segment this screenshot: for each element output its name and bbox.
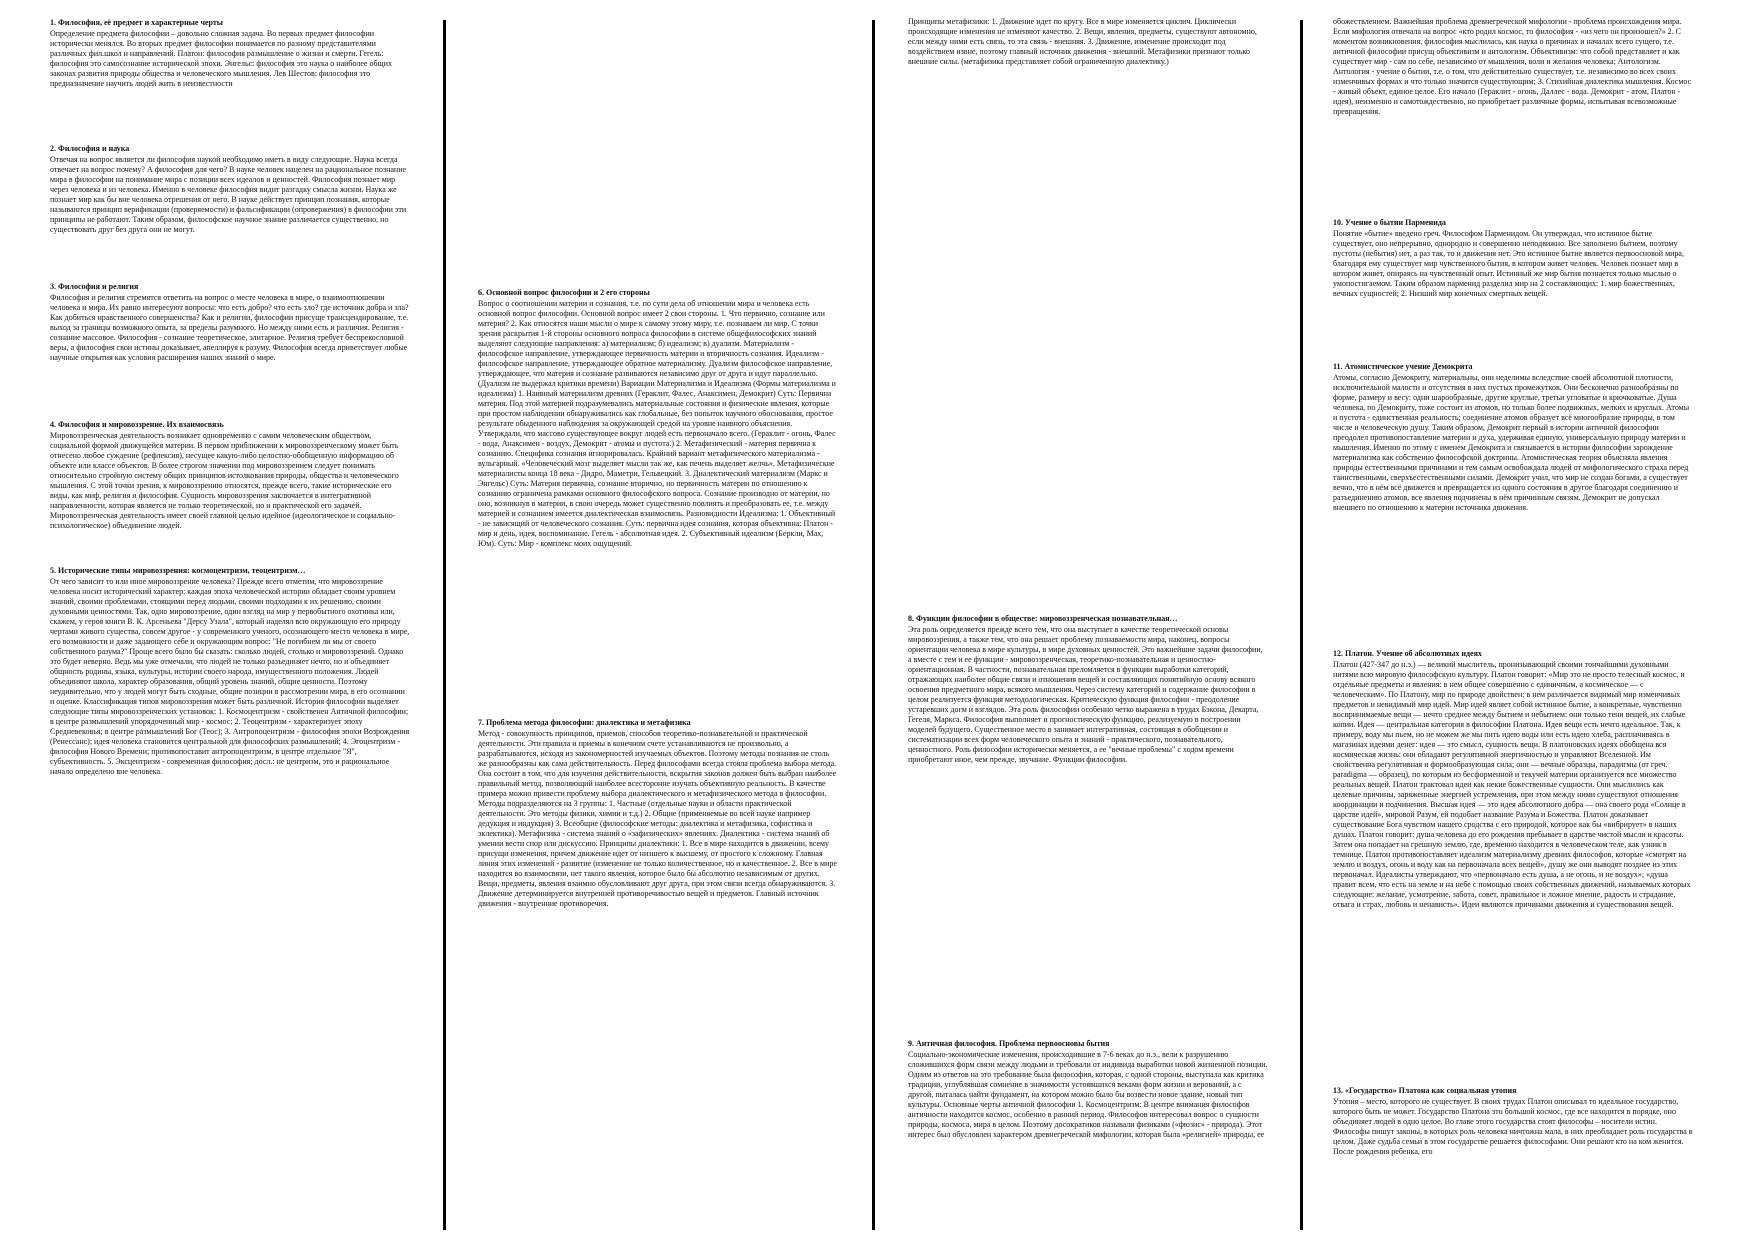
- section-heading: 4. Философия и мировоззрение. Их взаимосвязь: [50, 420, 224, 429]
- section-heading: 3. Философия и религия: [50, 282, 139, 291]
- section-body: Вопрос о соотношении материи и сознания, т.е. по сути дела об отношении мира и человека есть основной вопрос философии. Основной вопрос имеет 2 свои стороны. 1. Что первично, сознание или материя? 2. Как относятся наши мысли о мире к самому этому миру, т.е. познаваем ли мир. С точки зрения раскрытия 1-й стороны основного вопроса философии в системе общефилософских знаний выделяют следующие направления: а) материализм; б) идеализм; в) дуализм. Материализм - философское направление, утверждающее первичность материи и вторичность сознания. Идеализм - философское направление, утверждающее обратное материализму. Дуализм философское направление, утверждающее, что материя и сознание развиваются независимо друг от друга и идут параллельно. (Дуализм не выдержал критики времени) Вариации Материализма и Идеализма (Формы материализма и идеализма) 1. Наивный материализм древних (Гераклит, Фалес, Анаксимен, Демокрит) Суть: Первична материя. Под этой материей подразумевались материальные состояния и физические явления, которые при простом наблюдении обнаруживались как глобальные, без попыток научного обоснования, простое результате обыденного наблюдения за окружающей средой на уровне наивного объяснения. Утверждали, что массово существующее вокруг людей есть первоначало всего. (Гераклит - огонь, Фалес - вода, Анаксимен - воздух, Демокрит - атомы и пустота.) 2. Метафизический - материя первична к сознанию. Специфика сознания игнорировалась. Крайний вариант метафизического материализма - вульгарный. «Человеческий мозг выделяет мысли так же, как печень выделяет желчь». Метафизические материалисты конца 18 века - Дидро, Маметри, Гельвецкий. 3. Диалектический материализм (Маркс и Энгельс) Суть: Материя первична, сознание вторично, но первичность материи по отношению к сознанию ограничена рамками основного философского вопроса. Сознание производно от материи, но оно, возникнув в материи, в свою очередь может существенно повлиять и преобразовать ее, т.е. между материей и сознанием имеется диалектическая взаимосвязь. Разновидности Идеализма: 1. Объективный - не зависящий от человеческого сознания. Суть: первична идея сознания, которая объективна: Платон - мир и день, идея, воспоминание. Гегель - абсолютная идея. 2. Субъективный идеализм (Беркли, Мах, Юм). Суть: Мир - комплекс моих ощущений.: [478, 299, 836, 548]
- section-antique-philosophy: [908, 1039, 1268, 1140]
- section-body: Платон (427-347 до н.э.) — великий мыслитель, пронизывающий своими тончайшими духовными нитями всю мировую философскую культуру. Платон говорит: «Мир это не просто телесный космос, и отдельные предметы и явления: в нем общее совершенно с единичным, а космическое — с человеческим». По Платону, мир по природе двойствен: в нем различается видимый мир изменчивых предметов и невидимый мир идей. Мир идей являет собой истинное бытие, а конкретные, чувственно воспринимаемые вещи — нечто среднее между бытием и небытием: они только тени вещей, их слабые копии. Идея — центральная категория в философии Платона. Идея вещи есть нечто идеальное. Так, к примеру, воду мы пьем, но не можем же мы пить идею воды или есть идею хлеба, расплачиваясь в магазинах идеями денег: идея — это смысл, сущность вещи. В платоновских идеях обобщена вся космическая жизнь: они обладают регулятивной энергичностью и управляют Вселенной. Им свойственна регулятивная и формообразующая сила; они — вечные образцы, парадигмы (от греч. paradigma — образец), по которым из бесформенной и текучей материи организуется все множество реальных вещей. Платон трактовал идеи как некие божественные сущности. Они мыслились как целевые причины, заряженные энергией устремления, при этом между ними существуют отношения координации и подчинения. Высшая идея — это идея абсолютного добра — она своего рода «Солнце в царстве идей», мировой Разум, ей подобает название Разума и Божества. Платон доказывает существование Бога чувством нашего сродства с его природой, которое как бы «вибрирует» в наших душах. Платон говорит: душа человека до его рождения пребывает в царстве чистой мысли и красоты. Затем она попадает на грешную землю, где, временно находится в человеческом теле, как узник в темнице. Платон противопоставляет идеализм материализму древних философов, которые «смотрят на землю и воздух, огонь и воду как на первоначала всех вещей», душу же они выводят позднее из этих первоначал. Идеалисты утверждают, что «первоначало есть душа, а не огонь, и не воздух»; «душа правит всем, что есть на земле и на небе с помощью своих собственных движений, называемых которых следующие: желание, усмотрение, забота, совет, правильное и ложное мнение, радость и страдание, отвага и страх, любовь и ненависть». Идеи являются причинами движения и существования вещей.: [1333, 660, 1691, 909]
- section-heading: 13. «Государство» Платона как социальная утопия: [1333, 1086, 1517, 1095]
- section-worldview-types: [50, 566, 410, 777]
- section-heading: 12. Платон. Учение об абсолютных идеях: [1333, 649, 1482, 658]
- section-body: Определение предмета философии – довольно сложная задача. Во первых предмет философии исторически менялся. Во вторых предмет философии понимается по разному представителями различных фил.школ и направлений. Платон: философия размышление о жизни и смерти. Гегель: философия это самосознание исторической эпохи. Энгельс: философия это наука о наиболее общих законах развития природы общества и человеческого мышления. Лев Шестов: философия это предназначение научить людей жить в неизвестности: [50, 29, 392, 88]
- section-body: Социально-экономические изменения, происходившие в 7-6 веках до н.э., вели к разрушению сложившихся форм связи между людьми и требовали от индивида выработки новой жизненной позиции. Одним из ответов на это требование была философия, которая, с одной стороны, выступала как критика традиции, углублявшая сомнение в значимости устоявшихся веками форм жизни и верований, а с другой, пыталась найти фундамент, на котором можно было бы возвести новое здание, новый тип культуры. Основные черты античной философии 1. Космоцентризм: В центре внимания философов античности находится космос, особенно в ранний период. Философов интересовал вопрос о сущности природы, космоса, мира в целом. Поэтому досократиков называли физиками («фюзис» - природа). Этот интерес был обусловлен характером древнегреческой мифологии, которая была «религией» природы, ее: [908, 1050, 1268, 1139]
- section-heading: 10. Учение о бытии Парменида: [1333, 218, 1446, 227]
- section-body: Принципы метафизики: 1. Движение идет по кругу. Все в мире изменяется циклич. Циклически происходящие изменения не изменяют качество. 2. Вещи, явления, предметы, существуют автономно, если между ними есть связь, то эта связь - внешняя. 3. Движение, изменение происходит под воздействием извне, поэтому главный источник движения - внешний. Метафизики признают только внешние силы. (метафизика представляет собой ограниченную диалектику.): [908, 17, 1257, 66]
- section-philosophy-science: [50, 144, 410, 235]
- section-heading: 7. Проблема метода философии: диалектика и метафизика: [478, 718, 691, 727]
- section-body: Понятие «бытие» введено греч. Философом Парменидом. Он утверждал, что истинное бытие существует, оно непрерывно, однородно и совершенно неподвижно. Все заполнено бытием, поэтому пустоты (небытия) нет, а раз так, то и движения нет. Это истинное бытие является первоосновой мира, благодаря ему существует мир чувственного бытия, в котором живет человек. Человек познает мир в котором живет, опираясь на чувственный опыт. Истинный же мир бытия познается только мыслью о умопостигаемом. Таким образом парменид разделил мир на 2 составляющих: 1. мир божественных, вечных сущностей; 2. Низший мир конечных смертных вещей.: [1333, 229, 1684, 298]
- section-parmenides: [1333, 218, 1693, 299]
- section-body: От чего зависит то или иное мировоззрение человека? Прежде всего отметим, что мировоззрение человека носит исторический характер: каждая эпоха человеческой истории обладает своим уровнем знаний, своими проблемами, стоящими перед людьми, своими подходами к их решению, своими духовными ценностями. Так, одно мировоззрение, один взгляд на мир у первобытного охотника или, скажем, у героя книги В. К. Арсеньева "Дерсу Узала", который наделял всю окружающую его природу чертами живого существа, совсем другое - у современного ученого, осознающего место человека в мире, его возможности и даже задающего себе и окружающим вопрос: "Не погибнем ли мы от своего собственного разума?" Проще всего было бы сказать: сколько людей, столько и мировоззрений. Однако это будет неверно. Ведь мы уже отмечали, что людей не только разъединяет нечто, но и объединяет общность родины, языка, культуры, истории своего народа, имущественного положения. Людей объединяют школа, характер образования, общий уровень знаний, общие ценности. Поэтому неудивительно, что у людей могут быть сходные, общие позиции в рассмотрении мира, в его осознании и оценке. Классификация типов мировоззрения может быть различной. История философии выделяет следующие типы мировоззренческих установок: 1. Космоцентризм - свойственен Античной философии; в центре размышлений упорядоченный мир - космос; 2. Теоцентризм - характеризует эпоху Средневековья; в центре размышлений Бог (Теос); 3. Антропоцентризм - философия эпохи Возрождения (Ренессанс); идея человека становится центральной для философских размышлений; 4. Эгоцентризм - философия Нового Времени; противопоставит антропоцентризм, в центре отдельное "Я", субъективность. 5. Эксцентризм - современная философия; досл.: не центризм, это и рациональное начало определено вне человека.: [50, 577, 410, 776]
- section-heading: 6. Основной вопрос философии и 2 его стороны: [478, 288, 650, 297]
- section-body: обожествлением. Важнейшая проблема древнегреческой мифологии - проблема происхождения мира. Если мифология отвечала на вопрос «кто родил космос, то философия - «из чего он произошел?» 2. С моментом возникновения, философия мыслилась, как наука о причинах и началах всего сущего, т.е. античной философии присущ объективизм и антологизм. Объективизм: что собой представляет и как существует мир - сам по себе, независимо от мышления, воли и желания человека; Антологизм. Антология - учение о бытии, т.е. о том, что действительно существует, т.е. независимо во всех своих изменчивых формах и что только значится существующим; 3. Стихийная диалектика мышления. Космос - живый объект, единое целое. Его начало (Гераклит - огонь, Даллес - вода. Демокрит - атом, Платон - идея), неизменно и самотождественно, но приобретает различные формы, испытывая всевозможные превращения.: [1333, 17, 1692, 116]
- section-body: Мировоззренческая деятельность возникает одновременно с самим человеческим обществом, социальной формой движущейся материи. В первом приближении к мировоззренческому может быть отнесено любое суждение (рефлексия), несущее какую-либо целостно-обобщенную информацию об объекте или классе объектов. В более строгом значении под мировоззрением следует понимать относительно стройную систему общих принципов истолкования природы, общества и человеческого мышления. С этой точки зрения, к мировоззрению относятся, прежде всего, такие исторические его виды, как миф, религия и философия. Сущность мировоззрения заключается в интегративной направленности, которая является не только теоретической, но и практической его задачей. Мировоззренческая деятельность имеет своей главной целью идейное (идеологическое и социально-психологическое) объединение людей.: [50, 431, 399, 530]
- section-antique-continued: [1333, 16, 1693, 117]
- column-divider: [1300, 20, 1303, 1230]
- section-philosophy-functions: [908, 614, 1268, 765]
- section-heading: 5. Исторические типы мировоззрения: космоцентризм, теоцентризм…: [50, 566, 306, 575]
- section-body: Метод - совокупность принципов, приемов, способов теоретико-познавательной и практической деятельности. Эти правила и приемы в конечном счете устанавливаются не произвольно, а разрабатываются, исходя из закономерностей изучаемых объектов. Поэтому методы познания не столь же разнообразны как сама действительность. Перед философами всегда стояла проблема выбора метода. Она состоит в том, что для изучения действительности, вскрытия законов должен быть выбран наиболее правильный метод, позволяющий наиболее всесторонне изучать объективную реальность. В качестве примера можно привести проблему выбора диалектического и метафизического метода в философии. Методы подразделяются на 3 группы: 1. Частные (отдельные науки и области практической деятельности. Это методы физики, химии и т.д.) 2. Общие (применяемые во всей науке например дедукция и индукция) 3. Всеобщие (философские методы: диалектика и метафизика, софистика и эклектика). Метафизика - система знаний о «зафизических» явлениях. Диалектика - система знаний об умении вести спор или дискуссию. Принципы диалектики: 1. Все в мире находится в движении, всему присущи изменения, причем движение идет от низшего к высшему, от простого к сложному. Главная линия этих изменений - развитие (изменение не только количественное, но и качественное. 2. Все в мире находится во взаимосвязи, нет такого явления, которое было бы абсолютно независимым от других. Вещи, предметы, явления взаимно обусловливают друг друга, при этом связи всегда обнаруживаются. 3. Движение детерминируется внутренней противоречивостью вещей и предметов. Главный источник движения - внутренние противоречия.: [478, 729, 837, 908]
- section-body: Атомы, согласно Демокриту, материальны, они неделимы вследствие своей абсолютной плотности, исключительной малости и отсутствия в них пустых промежутков. Они бесконечно разнообразны по форме, размеру и весу: одни шарообразные, другие круглые, третьи угловатые и крючковатые. Душа человека, по Демокриту, тоже состоит из атомов, но только более подвижных, мелких и круглых. Атомы и пустота - единственная реальность; соединение атомов образует всё многообразие природы, в том числе и человеческую душу. Таким образом, Демокрит первый в истории античной философии преодолел противопоставление материи и духа, удерживая единую, универсальную природу материи и мышления. Именно по этому с именем Демокрита и связывается в истории философии зарождение материализма как собственно философской доктрины. Атомистическая теория объясняла явления природы естественными причинами и тем самым освобождала людей от мифологического страха перед таинственными, сверхъестественными силами. Демокрит учил, что мир не создан богами, а существует вечно, что в нём всё движется и превращается из одного состояния в другое благодаря соединению и разъединению атомов, все явления подчинены в нём причинным связям. Демокрит не допускал внешнего по отношению к материи источника движения.: [1333, 373, 1690, 512]
- section-body: Эта роль определяется прежде всего тем, что она выступает в качестве теоретической основы мировоззрения, а также тем, что она решает проблему познаваемости мира, наконец, вопросы ориентации человека в мире культуры, в мире духовных ценностей. Это важнейшие задачи философии, а вместе с тем и ее функции - мировоззренческая, теоретико-познавательная и ценностно-ориентационная. В частности, познавательная преломляется в функции выработки категорий, отражающих наиболее общие связи и отношения вещей и составляющих понятийную основу всякого освоения предметного мира, всякого мышления. Через систему категорий и содержание философии в целом реализуется функция методологическая. Критическую функция философии - преодоление устаревших догм и взглядов. Эта роль философии особенно четко выражена в трудах Бэкона, Декарта, Гегеля, Маркса. Философия выполняет и прогностическую функцию, реализуемую в построении моделей будущего. Существенное место в занимает интегративная, состоящая в обобщении и систематизации всех форм человеческого опыта и знаний - практического, познавательного, ценностного. Роль философии исторически меняется, а ее "вечные проблемы" с ходом времени приобретают иное, чем прежде, звучание. Функции философии.: [908, 625, 1263, 764]
- section-main-question: [478, 288, 838, 549]
- section-heading: 8. Функции философии в обществе: мировоззренческая познавательная…: [908, 614, 1178, 623]
- section-heading: 2. Философия и наука: [50, 144, 130, 153]
- section-heading: 11. Атомистическое учение Демокрита: [1333, 362, 1473, 371]
- section-philosophy-subject: [50, 18, 410, 89]
- section-metaphysics-principles: [908, 16, 1268, 67]
- column-divider: [872, 20, 875, 1230]
- section-plato-ideas: [1333, 649, 1693, 910]
- section-method-problem: [478, 718, 838, 909]
- section-heading: 9. Античная философия. Проблема первоосновы бытия: [908, 1039, 1110, 1048]
- section-body: Утопия – место, которого не существует. В своих трудах Платон описывал то идеальное государство, которого быть не может. Государство Платона это большой космос, где все находится в порядке, оно объединяет людей в одно целое. Во главе этого государства стоят философы – носители истин. Философы пишут законы, в которых роль человека ничтожна мала, в них преобладает роль государства в целом. Даже судьба семьи в этом государстве решается философами. Они решают кто на ком женится. После рождения ребенка, его: [1333, 1097, 1693, 1156]
- section-plato-state: [1333, 1086, 1693, 1157]
- column-divider: [443, 20, 446, 1230]
- section-heading: 1. Философия, её предмет и характерные черты: [50, 18, 224, 27]
- section-body: Отвечая на вопрос является ли философия наукой необходимо иметь в виду следующие. Наука всегда отвечает на вопрос почему? А философия для чего? В науке человек нацелен на рациональное познание мира в философии на понимание мира с позиции всех идеалов и ценностей. Философия познает мир через человека и из человека. Именно в человеке философия видит разгадку смысла жизни. Наука же познает мир как бы вне человека отрешения от него. В науке действует принцип познания, которые называются принцип верификации (проверяемости) и фальсификации (опровержения) в философии эти принципы не работают. Таким образом, философское научное знание различается существенно, но существовать друг без друга они не могут.: [50, 155, 407, 234]
- section-body: Философия и религия стремятся ответить на вопрос о месте человека в мире, о взаимоотношении человека и мира. Их равно интересуют вопросы: что есть добро? что есть зло? где источник добра и зла? Как добиться нравственного совершенства? Как и религии, философии присуще трансцендирование, т.е. выход за границы возможного опыта, за пределы разумного. Но между ними есть и различия. Религия - сознание массовое. Философия - сознание теоретическое, элитарное. Религия требует беспрекословной веры, а философия свои истины доказывает, апеллируя к разуму. Философия всегда приветствует любые научные открытия как условия расширения наших знаний о мире.: [50, 293, 409, 362]
- section-democritus: [1333, 362, 1693, 513]
- section-philosophy-religion: [50, 282, 410, 363]
- section-philosophy-worldview: [50, 420, 410, 531]
